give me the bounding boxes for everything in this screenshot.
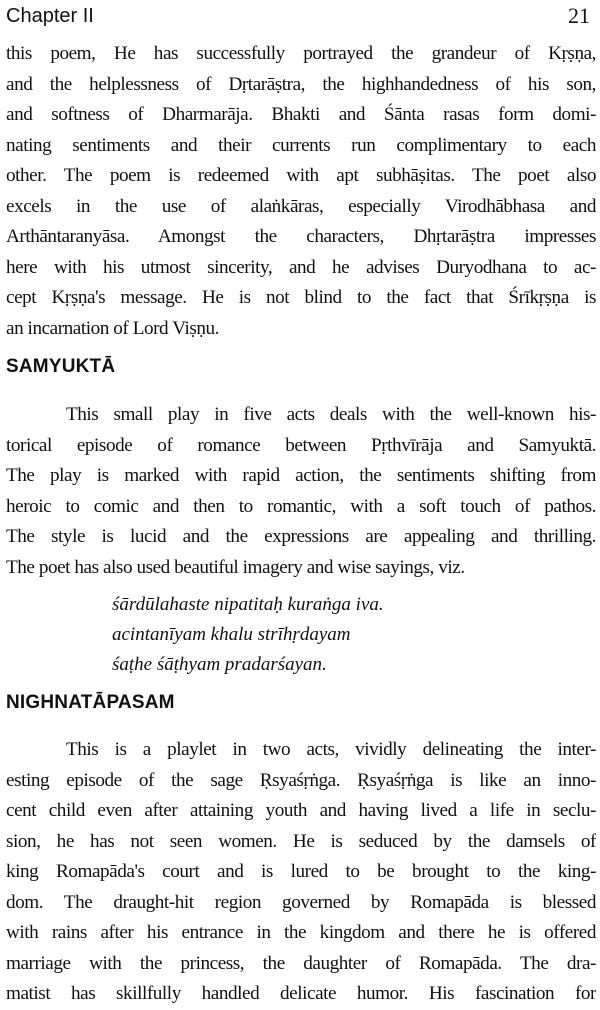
text-line: this poem, He has successfully portrayed the grandeur of Kṛṣṇa,: [6, 43, 596, 64]
text-line: matist has skillfully handled delicate humor. His fascination for: [6, 983, 596, 1004]
verse-line: śārdūlahaste nipatitaḥ kuraṅga iva.: [112, 594, 384, 615]
section-heading-nighnatapasam: NIGHNATĀPASAM: [6, 692, 175, 713]
text-line: other. The poem is redeemed with apt subhāṣitas. The poet also: [6, 165, 596, 186]
text-line: here with his utmost sincerity, and he advises Duryodhana to ac-: [6, 256, 596, 278]
text-line: This is a playlet in two acts, vividly delineating the inter-: [66, 739, 596, 760]
text-line: The poet has also used beautiful imagery and wise sayings, viz.: [6, 556, 465, 578]
section-heading-samyukta: SAMYUKTĀ: [6, 356, 116, 377]
paragraph-nighnatapasam: [6, 735, 596, 1010]
text-line: heroic to comic and then to romantic, with a soft touch of pathos.: [6, 495, 596, 517]
text-line: esting episode of the sage Ṛsyaśṛṅga. Ṛsyaśṛṅga is like an inno-: [6, 769, 596, 791]
text-line: cept Kṛṣṇa's message. He is not blind to the fact that Śrīkṛṣṇa is: [6, 287, 596, 308]
paragraph-kavya-discussion: [6, 39, 596, 344]
text-line: excels in the use of alaṅkāras, especially Virodhābhasa and: [6, 195, 596, 217]
text-line: an incarnation of Lord Viṣṇu.: [6, 317, 219, 339]
text-line: and the helplessness of Dṛtarāṣtra, the highhandedness of his son,: [6, 73, 596, 95]
text-line: The style is lucid and the expressions are appealing and thrilling.: [6, 526, 596, 547]
text-line: nating sentiments and their currents run complimentary to each: [6, 134, 596, 156]
verse-line: śaṭhe śāṭhyam pradarśayan.: [112, 654, 327, 675]
text-line: king Romapāda's court and is lured to be brought to the king-: [6, 861, 596, 882]
text-line: sion, he has not seen women. He is seduced by the damsels of: [6, 830, 596, 852]
text-line: with rains after his entrance in the kingdom and there he is offered: [6, 922, 596, 943]
running-header: [6, 2, 594, 30]
text-line: This small play in five acts deals with the well-known his-: [66, 404, 596, 425]
text-line: cent child even after attaining youth and having lived a life in seclu-: [6, 800, 596, 821]
chapter-label: Chapter II: [6, 5, 94, 27]
verse-line: acintanīyam khalu strīhṛdayam: [112, 624, 351, 645]
text-line: The play is marked with rapid action, the sentiments shifting from: [6, 465, 596, 486]
verse-quotation: [112, 590, 384, 680]
text-line: and softness of Dharmarāja. Bhakti and Śānta rasas form domi-: [6, 104, 596, 125]
text-line: torical episode of romance between Pṛthvīrāja and Samyuktā.: [6, 434, 596, 456]
text-line: marriage with the princess, the daughter of Romapāda. The dra-: [6, 952, 596, 974]
paragraph-samyukta: [6, 400, 596, 583]
page-number: 21: [568, 3, 590, 28]
text-line: Arthāntaranyāsa. Amongst the characters, Dhṛtarāṣtra impresses: [6, 226, 596, 247]
text-line: dom. The draught-hit region governed by Romapāda is blessed: [6, 891, 596, 913]
